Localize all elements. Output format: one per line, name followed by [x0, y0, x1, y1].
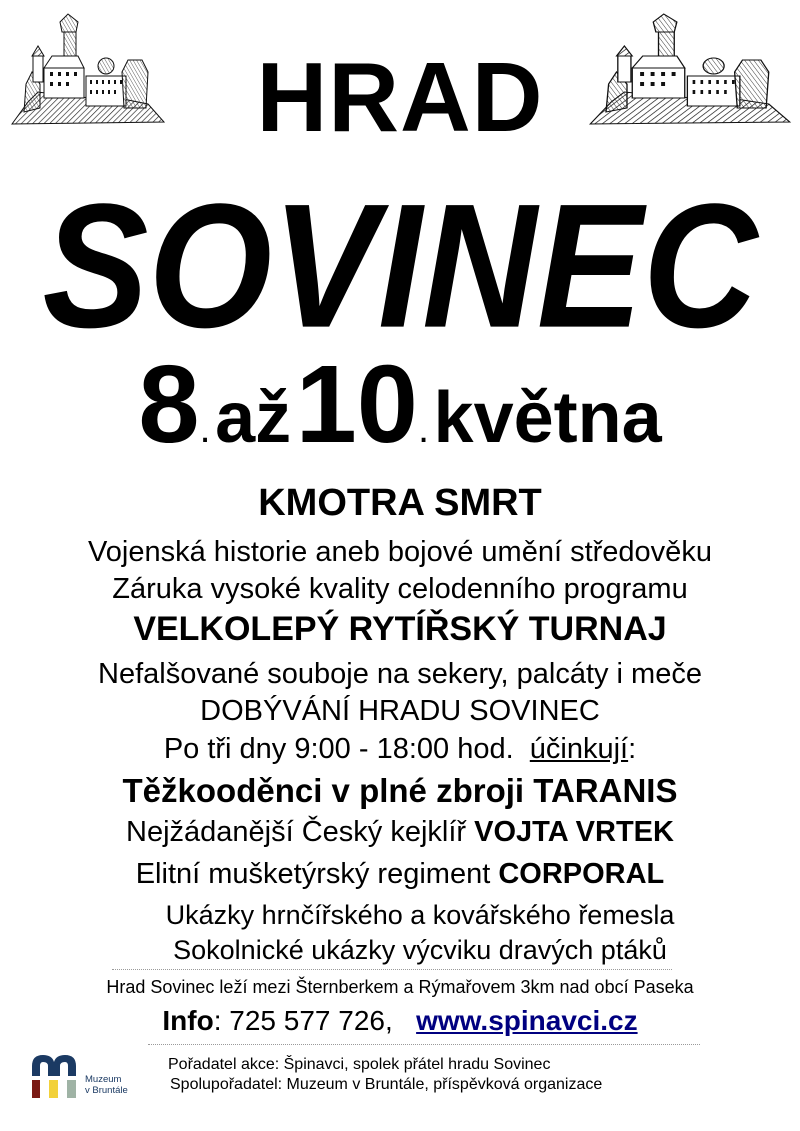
museum-logo-text: [85, 1074, 128, 1096]
location-text: Hrad Sovinec leží mezi Šternberkem a Rýmařovem 3km nad obcí Paseka: [106, 977, 694, 997]
performer-corporal: [0, 857, 800, 891]
performer-3-prefix: Elitní mušketýrský regiment: [135, 858, 499, 890]
program-line-1: Vojenská historie aneb bojové umění středověku: [88, 536, 712, 568]
museum-logo-icon: [30, 1052, 80, 1100]
info-colon: :: [213, 1005, 222, 1036]
performer-2-name: VOJTA VRTEK: [474, 816, 674, 848]
info-phone: 725 577 726,: [221, 1005, 393, 1036]
performer-vojta-vrtek: [0, 815, 800, 849]
program-line-2: Záruka vysoké kvality celodenního programu: [112, 573, 688, 605]
museum-logo: [30, 1052, 140, 1102]
performer-2-prefix: Nejžádanější Český kejklíř: [126, 816, 475, 848]
info-label: Info: [162, 1005, 214, 1036]
divider-bottom: [148, 1044, 700, 1045]
divider-top: [112, 969, 672, 970]
schedule-text: Po tři dny 9:00 - 18:00 hod.: [163, 733, 514, 765]
program-title: KMOTRA SMRT: [258, 482, 542, 524]
date-day-end: 10: [295, 343, 418, 466]
museum-logo-line-1: Muzeum: [85, 1074, 122, 1085]
date-day-start: 8: [138, 343, 200, 466]
demo-crafts: Ukázky hrnčířského a kovářského řemesla: [165, 900, 675, 930]
heading-hrad: HRAD: [256, 42, 544, 152]
date-dot-1: .: [199, 407, 211, 451]
website-link[interactable]: www.spinavci.cz: [416, 1005, 638, 1036]
demo-falconry: Sokolnické ukázky výcviku dravých ptáků: [173, 935, 667, 965]
heading-sovinec: [30, 150, 770, 340]
date-month: května: [433, 378, 662, 458]
co-organizer-text: Spolupořadatel: Muzeum v Bruntále, příspěvková organizace: [170, 1076, 603, 1093]
heading-sovinec-text: SOVINEC: [42, 166, 761, 340]
organizer-text: Pořadatel akce: Špinavci, spolek přátel hradu Sovinec: [168, 1056, 551, 1073]
program-schedule: [0, 732, 800, 766]
performers-label: účinkují: [529, 733, 629, 765]
contact-info: [0, 1004, 800, 1038]
event-date: [0, 343, 800, 466]
performers-colon: :: [628, 733, 637, 765]
date-dot-2: .: [417, 407, 430, 451]
performer-3-name: CORPORAL: [498, 858, 665, 890]
program-tournament: VELKOLEPÝ RYTÍŘSKÝ TURNAJ: [133, 610, 667, 648]
program-line-3: Nefalšované souboje na sekery, palcáty i meče: [98, 658, 702, 690]
program-line-4: DOBÝVÁNÍ HRADU SOVINEC: [200, 695, 600, 727]
date-connector: až: [215, 378, 292, 458]
museum-logo-line-2: v Bruntále: [85, 1085, 128, 1096]
performer-taranis: Těžkooděnci v plné zbroji TARANIS: [122, 772, 678, 809]
